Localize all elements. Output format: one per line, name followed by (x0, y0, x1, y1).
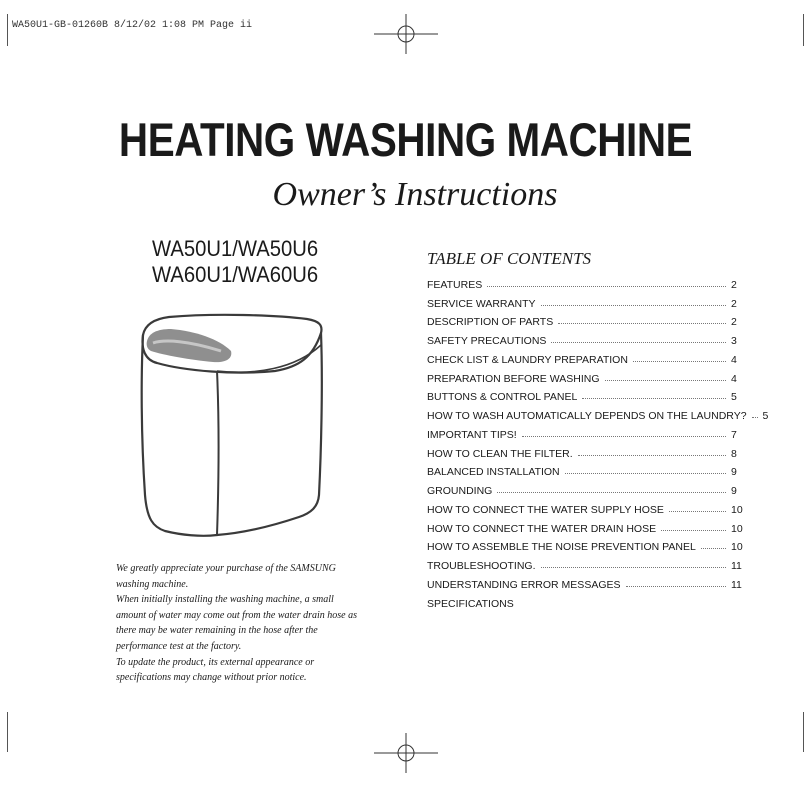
toc-row[interactable] (427, 516, 747, 535)
toc-title: TABLE OF CONTENTS (427, 249, 592, 268)
model-line-1: WA50U1/WA50U6 (152, 236, 319, 261)
toc-page: 8 (731, 447, 737, 460)
toc-label: TROUBLESHOOTING. (427, 560, 536, 572)
left-edge-line-bottom (7, 712, 8, 752)
toc-label: GROUNDING (427, 485, 493, 497)
toc-row[interactable] (427, 272, 747, 291)
intro-paragraph: We greatly appreciate your purchase of the SAMSUNG washing machine. (116, 563, 336, 590)
left-edge-line-top (7, 14, 8, 46)
toc-row[interactable] (427, 441, 747, 460)
page-title: HEATING WASHING MACHINE (118, 113, 693, 166)
toc-leader (541, 567, 726, 568)
toc-leader (661, 530, 726, 531)
toc-leader (578, 455, 726, 456)
toc-leader (558, 323, 726, 324)
toc-leader (582, 398, 726, 399)
toc-leader (752, 417, 758, 418)
toc-row[interactable] (427, 572, 747, 591)
toc-label: UNDERSTANDING ERROR MESSAGES (427, 578, 621, 591)
toc-page: 2 (731, 316, 737, 329)
toc-label: IMPORTANT TIPS! (427, 428, 517, 441)
washing-machine-illustration (135, 305, 335, 555)
toc-page: 3 (731, 335, 737, 347)
toc-page: 5 (731, 391, 737, 404)
toc-row[interactable] (427, 366, 747, 385)
print-header: WA50U1-GB-01260B 8/12/02 1:08 PM Page ii (12, 20, 253, 31)
toc-leader (626, 586, 727, 587)
toc-label: HOW TO CLEAN THE FILTER. (427, 447, 573, 460)
toc-row[interactable] (427, 328, 747, 347)
toc-row[interactable] (427, 385, 747, 404)
toc-page: 9 (731, 485, 737, 497)
toc-leader (701, 548, 726, 549)
toc-row[interactable] (427, 460, 747, 479)
toc-label: CHECK LIST & LAUNDRY PREPARATION (427, 353, 628, 366)
toc-label: SPECIFICATIONS (427, 597, 514, 610)
toc-label: HOW TO WASH AUTOMATICALLY DEPENDS ON THE LAUNDRY? (427, 410, 747, 422)
toc-page: 10 (731, 541, 743, 554)
toc-page: 10 (731, 522, 743, 535)
toc-row[interactable] (427, 422, 747, 441)
right-edge-line-bottom (803, 712, 804, 752)
toc-row[interactable] (427, 403, 769, 422)
toc-leader (605, 380, 727, 381)
intro-text (116, 561, 366, 686)
toc-label: BUTTONS & CONTROL PANEL (427, 391, 578, 404)
toc-label: FEATURES (427, 278, 483, 291)
toc-label: HOW TO ASSEMBLE THE NOISE PREVENTION PANEL (427, 541, 696, 554)
toc-row[interactable] (427, 591, 747, 610)
toc-label: DESCRIPTION OF PARTS (427, 316, 554, 329)
toc-leader (522, 436, 726, 437)
registration-mark-top (374, 14, 438, 54)
toc-leader (487, 286, 726, 287)
toc-label: PREPARATION BEFORE WASHING (427, 372, 600, 385)
toc-leader (497, 492, 726, 493)
toc-row[interactable] (427, 535, 747, 554)
toc-leader (633, 361, 726, 362)
toc-leader (541, 305, 726, 306)
toc-row[interactable] (427, 497, 747, 516)
toc-label: HOW TO CONNECT THE WATER DRAIN HOSE (427, 522, 657, 535)
table-of-contents (427, 272, 769, 610)
toc-page: 7 (731, 428, 737, 441)
toc-label: HOW TO CONNECT THE WATER SUPPLY HOSE (427, 503, 664, 516)
toc-row[interactable] (427, 310, 747, 329)
toc-row[interactable] (427, 553, 747, 572)
toc-page: 10 (731, 503, 743, 516)
toc-label: SERVICE WARRANTY (427, 297, 536, 310)
toc-page: 2 (731, 297, 737, 310)
toc-label: SAFETY PRECAUTIONS (427, 335, 547, 347)
registration-mark-bottom (374, 733, 438, 773)
toc-row[interactable] (427, 347, 747, 366)
toc-page: 11 (731, 578, 742, 591)
model-numbers (152, 236, 318, 288)
intro-paragraph: To update the product, its external appearance or specifications may change without prior notice. (116, 656, 315, 684)
toc-page: 5 (762, 410, 769, 422)
toc-page: 9 (731, 466, 737, 479)
toc-leader (565, 473, 726, 474)
model-line-2: WA60U1/WA60U6 (152, 262, 319, 287)
toc-row[interactable] (427, 478, 747, 497)
toc-label: BALANCED INSTALLATION (427, 466, 560, 479)
page-subtitle: Owner’s Instructions (272, 176, 558, 213)
toc-row[interactable] (427, 291, 747, 310)
intro-paragraph: When initially installing the washing machine, a small amount of water may come out from the water drain hose as there may be water remaining in the hose after the performance test at the factory. (116, 594, 358, 652)
toc-leader (551, 342, 726, 343)
toc-page: 2 (731, 278, 737, 291)
toc-page: 4 (731, 372, 737, 385)
toc-leader (669, 511, 726, 512)
toc-page: 4 (731, 353, 737, 366)
right-edge-line-top (803, 14, 804, 46)
toc-page: 11 (731, 560, 742, 572)
